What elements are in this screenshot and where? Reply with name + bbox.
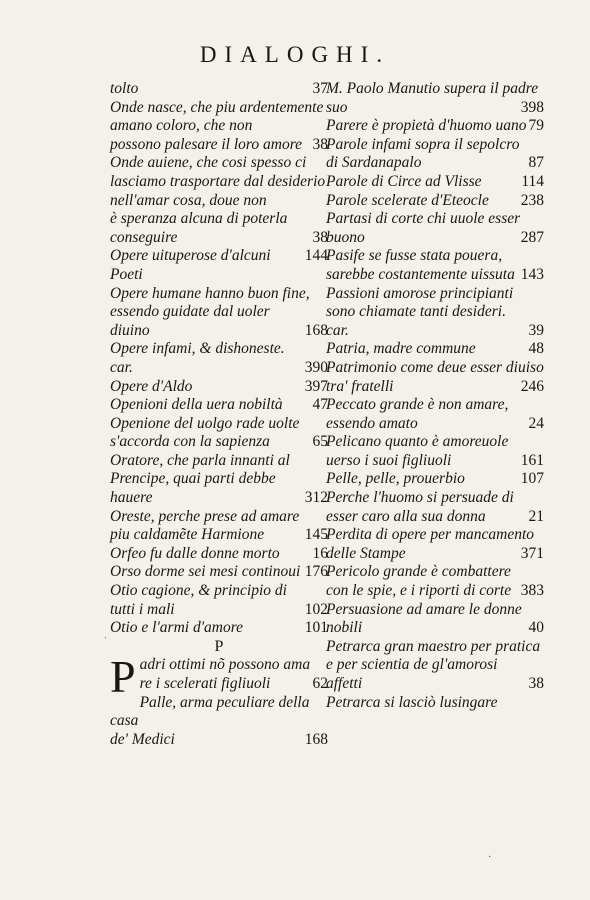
entry-line [326, 285, 544, 304]
index-entry [110, 285, 328, 341]
page-number: 397 [304, 377, 328, 395]
entry-line [326, 433, 544, 452]
entry-text: esser caro alla sua donna [326, 507, 486, 525]
page-number: 383 [520, 582, 544, 600]
entry-text: Otio cagione, & principio di [110, 582, 287, 600]
entry-text: Openione del uolgo rade uolte [110, 414, 300, 432]
entry-text: suo [326, 98, 348, 116]
page-number: 143 [520, 265, 544, 283]
entry-text: sono chiamate tanti desideri. [326, 303, 506, 321]
entry-text: Peccato grande è non amare, [326, 396, 509, 414]
drop-cap: P [110, 651, 136, 703]
entry-text: amano coloro, che non [110, 117, 253, 135]
page-number: 16 [312, 544, 328, 562]
entry-line [110, 731, 328, 750]
entry-text: Onde auiene, che cosi spesso ci [110, 154, 307, 172]
page-number: 87 [528, 154, 544, 172]
index-entry [110, 582, 328, 619]
entry-line [326, 340, 544, 359]
entry-text: possono palesare il loro amore [110, 135, 303, 153]
page-number: 145 [304, 526, 328, 544]
entry-text: Onde nasce, che piu ardentemente [110, 98, 324, 116]
entry-text: Otio e l'armi d'amore [110, 619, 244, 637]
page-number: 101 [304, 619, 328, 637]
entry-line [326, 508, 544, 527]
entry-line [326, 601, 544, 620]
left-column [110, 80, 328, 749]
entry-line [110, 173, 328, 192]
entry-line [326, 136, 544, 155]
page-number: 24 [528, 414, 544, 432]
entry-line [326, 526, 544, 545]
index-entry [326, 433, 544, 470]
entry-line [110, 396, 328, 415]
entry-text: Opere humane hanno buon fine, [110, 284, 310, 302]
entry-text: Perche l'huomo si persuade di [326, 489, 514, 507]
entry-line [326, 619, 544, 638]
page-number: 38 [312, 135, 328, 153]
entry-line [326, 582, 544, 601]
index-entry [110, 396, 328, 415]
entry-text: Opere d'Aldo [110, 377, 193, 395]
entry-text: Perdita di opere per mancamento [326, 526, 535, 544]
entry-line [110, 80, 328, 99]
entry-text: essendo guidate dal uoler [110, 303, 270, 321]
entry-text: car. [326, 321, 349, 339]
entry-line [110, 526, 328, 545]
page-number: 107 [520, 470, 544, 488]
ink-speck: ˈ [104, 636, 108, 647]
entry-line [110, 192, 328, 211]
entry-text: Orfeo fu dalle donne morto [110, 544, 280, 562]
entry-line [326, 378, 544, 397]
entry-text: tutti i mali [110, 600, 175, 618]
index-entry [326, 210, 544, 247]
entry-text: Patrimonio come deue esser diuiso [326, 358, 544, 376]
entry-line [110, 489, 328, 508]
page-number: 312 [304, 489, 328, 507]
index-entry [326, 340, 544, 359]
entry-line [110, 322, 328, 341]
entry-line [110, 582, 328, 601]
index-entry [110, 80, 328, 99]
page-number: 371 [520, 544, 544, 562]
entry-text: Passioni amorose principianti [326, 284, 514, 302]
index-entry [326, 638, 544, 694]
entry-text: M. Paolo Manutio supera il padre [326, 80, 539, 97]
entry-text: adri ottimi nõ possono ama [139, 656, 311, 674]
entry-text: Partasi di corte chi uuole esser [326, 210, 521, 228]
entry-text: piu caldamẽte Harmione [110, 526, 265, 544]
entry-line [326, 173, 544, 192]
entry-line [110, 563, 328, 582]
entry-line [326, 192, 544, 211]
page-number: 40 [528, 619, 544, 637]
entry-line [110, 545, 328, 564]
entry-text: Persuasione ad amare le donne [326, 600, 522, 618]
entry-text: essendo amato [326, 414, 418, 432]
entry-text: nell'amar cosa, doue non [110, 191, 267, 209]
entry-line [326, 210, 544, 229]
index-entry [110, 378, 328, 397]
index-entry [326, 136, 544, 173]
index-entry [326, 192, 544, 211]
entry-line [110, 452, 328, 471]
page-number: 38 [312, 228, 328, 246]
page-number: 48 [528, 340, 544, 358]
section-letter: P [214, 637, 224, 655]
entry-line [326, 545, 544, 564]
page-number: 287 [520, 228, 544, 246]
index-entry [110, 619, 328, 638]
entry-text: tolto [110, 80, 139, 97]
entry-line [326, 415, 544, 434]
entry-text: Pelicano quanto è amoreuole [326, 433, 509, 451]
index-entry [326, 526, 544, 563]
page-number: 246 [520, 377, 544, 395]
entry-line [326, 117, 544, 136]
entry-text: affetti [326, 675, 363, 692]
entry-line [326, 322, 544, 341]
page-number: 168 [304, 730, 328, 748]
ink-speck: · [488, 852, 492, 863]
running-header: DIALOGHI. [199, 42, 391, 67]
entry-text: di Sardanapalo [326, 154, 422, 172]
entry-text: Orso dorme sei mesi continoui [110, 563, 301, 581]
entry-line [326, 675, 544, 694]
index-entry [326, 173, 544, 192]
entry-line [110, 229, 328, 248]
entry-text: buono [326, 228, 365, 246]
index-entry [326, 489, 544, 526]
page-number: 62 [312, 675, 328, 692]
page-number: 176 [304, 563, 328, 581]
page-number: 398 [520, 98, 544, 116]
page-number: 144 [304, 247, 328, 265]
page-number: 38 [528, 675, 544, 692]
index-entry [110, 247, 328, 284]
entry-text: Parole infami sopra il sepolcro [326, 135, 520, 153]
entry-line [326, 99, 544, 118]
entry-text: Palle, arma peculiare della casa [110, 693, 310, 730]
index-entry [326, 285, 544, 341]
entry-text: s'accorda con la sapienza [110, 433, 270, 451]
entry-line [326, 694, 544, 713]
index-entry [326, 359, 544, 396]
index-entry [326, 563, 544, 600]
entry-line [326, 470, 544, 489]
index-entry [110, 694, 328, 750]
page-number: 238 [520, 191, 544, 209]
entry-line [326, 638, 544, 657]
entry-line [326, 229, 544, 248]
index-entry [110, 508, 328, 545]
page-number: 114 [521, 172, 544, 190]
entry-text: hauere [110, 489, 153, 507]
entry-line [110, 340, 328, 359]
entry-line [110, 433, 328, 452]
entry-line [326, 303, 544, 322]
index-entry [110, 545, 328, 564]
entry-text: Parole di Circe ad Vlisse [326, 172, 482, 190]
page-number: 102 [304, 600, 328, 618]
entry-text: lasciamo trasportare dal desiderio [110, 172, 326, 190]
entry-line [110, 285, 328, 304]
entry-text: diuino [110, 321, 150, 339]
entry-text: conseguire [110, 228, 178, 246]
entry-line [110, 415, 328, 434]
entry-line [110, 117, 328, 136]
index-entry [326, 117, 544, 136]
entry-text: de' Medici [110, 730, 175, 748]
entry-line [326, 266, 544, 285]
index-entry [326, 470, 544, 489]
entry-text: Oratore, che parla innanti al [110, 451, 290, 469]
index-entry [110, 415, 328, 452]
entry-line [326, 80, 544, 99]
entry-line [110, 656, 328, 675]
entry-line [110, 303, 328, 322]
entry-line [110, 247, 328, 284]
entry-line [110, 154, 328, 173]
entry-line [110, 694, 328, 731]
entry-line [110, 508, 328, 527]
entry-text: Parere è propietà d'huomo uano [326, 117, 527, 135]
entry-text: Oreste, perche prese ad amare [110, 507, 300, 525]
index-entry [326, 80, 544, 117]
entry-text: Pericolo grande è combattere [326, 563, 511, 581]
entry-text: sarebbe costantemente uissuta [326, 265, 515, 283]
entry-text: Petrarca gran maestro per pratica [326, 637, 541, 655]
index-entry [326, 396, 544, 433]
entry-line [110, 136, 328, 155]
entry-text: Pasife se fusse stata pouera, [326, 247, 503, 265]
entry-text: nobili [326, 619, 363, 637]
entry-line [326, 656, 544, 675]
entry-text: Opere infami, & dishoneste. [110, 340, 285, 358]
entry-text: car. [110, 358, 133, 376]
index-entry [110, 99, 328, 155]
entry-text: delle Stampe [326, 544, 406, 562]
entry-line [110, 359, 328, 378]
entry-text: Parole scelerate d'Eteocle [326, 191, 489, 209]
entry-line [326, 154, 544, 173]
entry-line [326, 563, 544, 582]
index-entry [326, 694, 544, 713]
entry-line [326, 359, 544, 378]
entry-line [110, 99, 328, 118]
entry-text: con le spie, e i riporti di corte [326, 582, 512, 600]
page-number: 39 [528, 321, 544, 339]
entry-text: Prencipe, quai parti debbe [110, 470, 276, 488]
entry-text: Petrarca si lasciò lusingare [326, 693, 498, 711]
entry-text: è speranza alcuna di poterla [110, 210, 288, 228]
entry-line [110, 619, 328, 638]
entry-line [110, 601, 328, 620]
index-entry [110, 563, 328, 582]
entry-text: Pelle, pelle, prouerbio [326, 470, 465, 488]
entry-line [326, 247, 544, 266]
entry-text: uerso i suoi figliuoli [326, 451, 452, 469]
page-number: 390 [304, 358, 328, 376]
index-entry [326, 247, 544, 284]
page-number: 79 [528, 117, 544, 135]
entry-line [110, 210, 328, 229]
index-entry [110, 154, 328, 247]
page-number: 161 [520, 451, 544, 469]
index-entry [110, 340, 328, 377]
entry-text: Openioni della uera nobiltà [110, 396, 283, 414]
entry-line [326, 396, 544, 415]
page-number: 47 [312, 396, 328, 414]
entry-text: re i scelerati figliuoli [139, 675, 271, 692]
page-number: 21 [528, 507, 544, 525]
page-number: 168 [304, 321, 328, 339]
index-entry [110, 452, 328, 508]
entry-line [326, 452, 544, 471]
entry-text: Opere uituperose d'alcuni Poeti [110, 247, 271, 283]
entry-line [110, 378, 328, 397]
page-number: 65 [312, 433, 328, 451]
index-entry [326, 601, 544, 638]
page-number: 37 [312, 80, 328, 97]
index-entry [110, 651, 328, 703]
entry-text: Patria, madre commune [326, 340, 476, 358]
entry-line [110, 675, 328, 694]
entry-text: e per scientia de gl'amorosi [326, 656, 498, 674]
entry-line [326, 489, 544, 508]
entry-text: tra' fratelli [326, 377, 394, 395]
entry-line [110, 470, 328, 489]
right-column [326, 80, 544, 712]
